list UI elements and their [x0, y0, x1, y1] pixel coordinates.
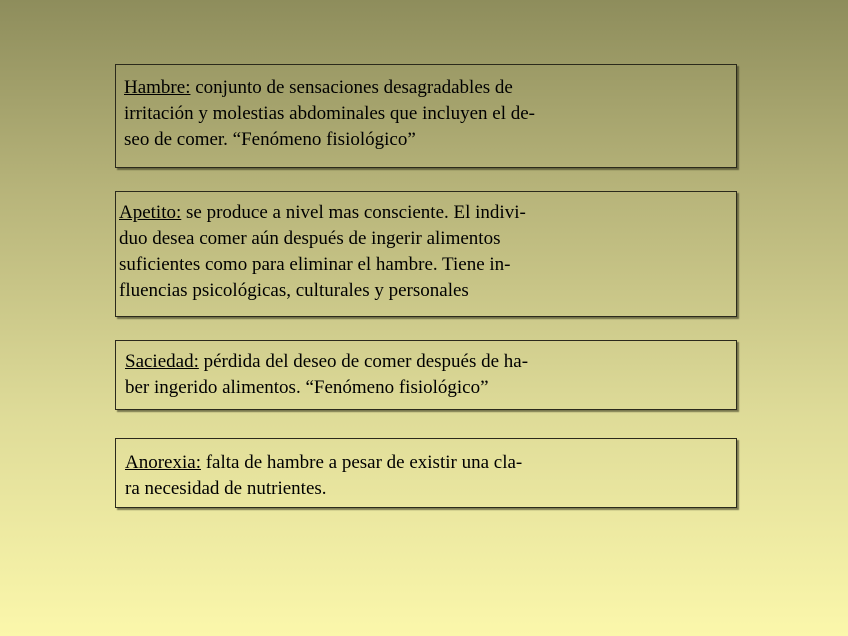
definition-line	[125, 349, 736, 375]
definition-term: Hambre:	[124, 77, 191, 98]
definition-text: pérdida del deseo de comer después de ha-	[198, 351, 529, 372]
definition-line: seo de comer. “Fenómeno fisiológico”	[124, 129, 416, 150]
definition-term: Apetito:	[119, 202, 182, 223]
definition-line	[125, 450, 736, 476]
definition-box-apetito	[115, 191, 737, 317]
definition-line: ber ingerido alimentos. “Fenómeno fisiológico”	[125, 377, 489, 398]
definition-line: fluencias psicológicas, culturales y personales	[119, 280, 469, 301]
definition-text: se produce a nivel mas consciente. El indivi-	[181, 202, 526, 223]
definition-line: ra necesidad de nutrientes.	[125, 478, 327, 499]
definition-line	[124, 75, 736, 101]
definition-box-anorexia	[115, 438, 737, 508]
definition-line: duo desea comer aún después de ingerir alimentos	[119, 228, 501, 249]
definition-box-saciedad	[115, 340, 737, 410]
definition-line: irritación y molestias abdominales que incluyen el de-	[124, 103, 536, 124]
definition-box-hambre	[115, 64, 737, 168]
definition-line: suficientes como para eliminar el hambre. Tiene in-	[119, 254, 511, 275]
definition-line	[119, 200, 736, 226]
definition-text: conjunto de sensaciones desagradables de	[190, 77, 513, 98]
definition-term: Saciedad:	[125, 351, 199, 372]
definition-term: Anorexia:	[125, 452, 201, 473]
definition-text: falta de hambre a pesar de existir una cla-	[200, 452, 523, 473]
